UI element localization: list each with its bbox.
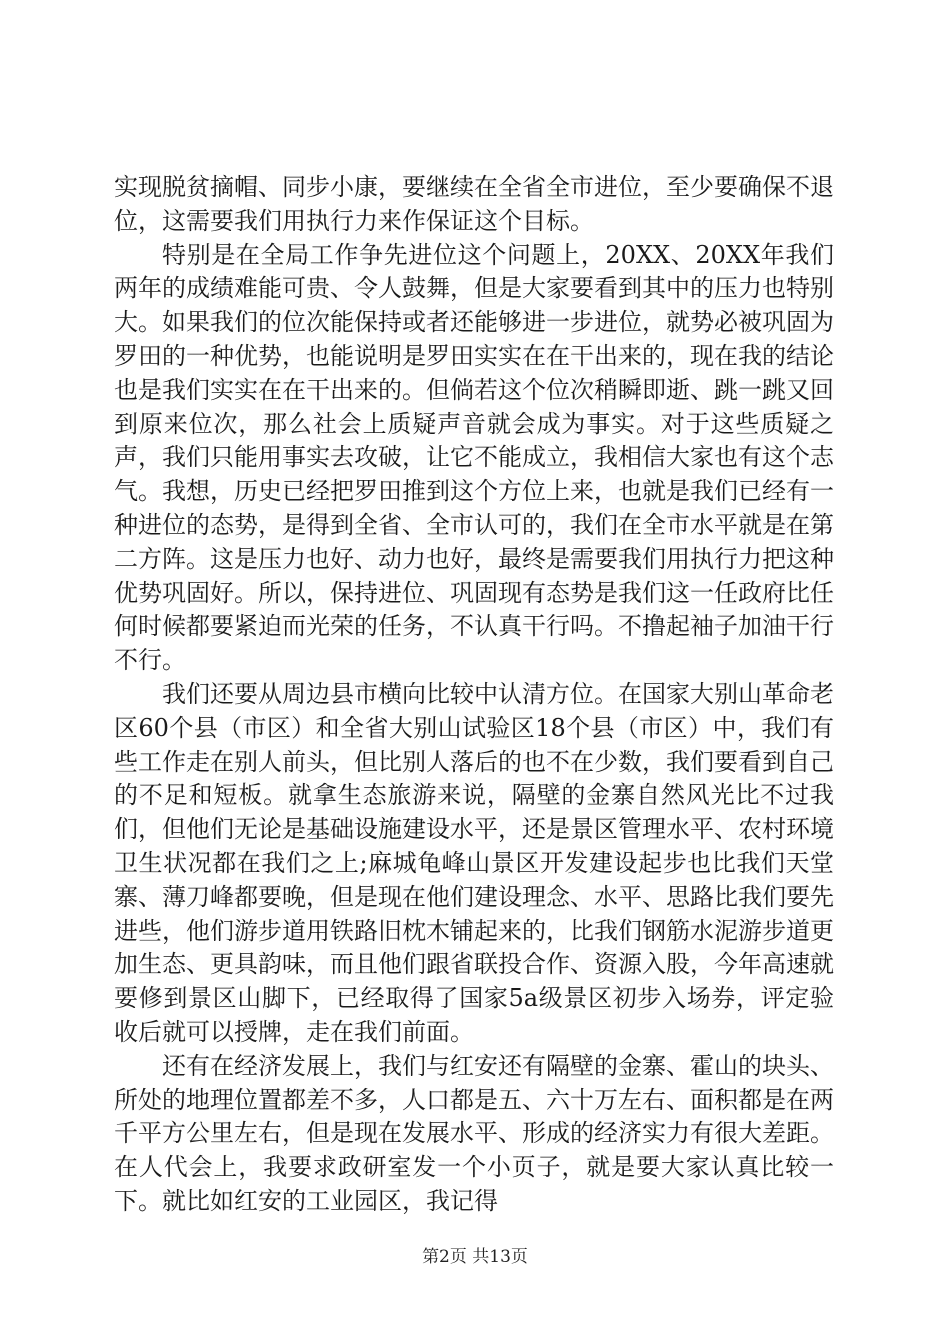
paragraph-3: 我们还要从周边县市横向比较中认清方位。在国家大别山革命老区60个县（市区）和全省大别山试验区18个县（市区）中，我们有些工作走在别人前头，但比别人落后的也不在少数，我们要看到自己的不足和短板。就拿生态旅游来说，隔壁的金寨自然风光比不过我们，但他们无论是基础设施建设水平，还是景区管理水平、农村环境卫生状况都在我们之上;麻城龟峰山景区开发建设起步也比我们天堂寨、薄刀峰都要晚，但是现在他们建设理念、水平、思路比我们要先进些，他们游步道用铁路旧枕木铺起来的，比我们钢筋水泥游步道更加生态、更具韵味，而且他们跟省联投合作、资源入股，今年高速就要修到景区山脚下，已经取得了国家5a级景区初步入场券，评定验收后就可以授牌，走在我们前面。 [114,679,834,1046]
document-body [114,171,834,1219]
paragraph-2: 特别是在全局工作争先进位这个问题上，20XX、20XX年我们两年的成绩难能可贵、令人鼓舞，但是大家要看到其中的压力也特别大。如果我们的位次能保持或者还能够进一步进位，就势必被巩固为罗田的一种优势，也能说明是罗田实实在在干出来的，现在我的结论也是我们实实在在干出来的。但倘若这个位次稍瞬即逝、跳一跳又回到原来位次，那么社会上质疑声音就会成为事实。对于这些质疑之声，我们只能用事实去攻破，让它不能成立，我相信大家也有这个志气。我想，历史已经把罗田推到这个方位上来，也就是我们已经有一种进位的态势，是得到全省、全市认可的，我们在全市水平就是在第二方阵。这是压力也好、动力也好，最终是需要我们用执行力把这种优势巩固好。所以，保持进位、巩固现有态势是我们这一任政府比任何时候都要紧迫而光荣的任务，不认真干行吗。不撸起袖子加油干行不行。 [114,240,834,675]
page-number-footer: 第2页 共13页 [422,1247,528,1267]
paragraph-4: 还有在经济发展上，我们与红安还有隔壁的金寨、霍山的块头、所处的地理位置都差不多，人口都是五、六十万左右、面积都是在两千平方公里左右，但是现在发展水平、形成的经济实力有很大差距。在人代会上，我要求政研室发一个小页子，就是要大家认真比较一下。就比如红安的工业园区，我记得 [114,1051,834,1215]
paragraph-1: 实现脱贫摘帽、同步小康，要继续在全省全市进位，至少要确保不退位，这需要我们用执行力来作保证这个目标。 [114,173,834,235]
